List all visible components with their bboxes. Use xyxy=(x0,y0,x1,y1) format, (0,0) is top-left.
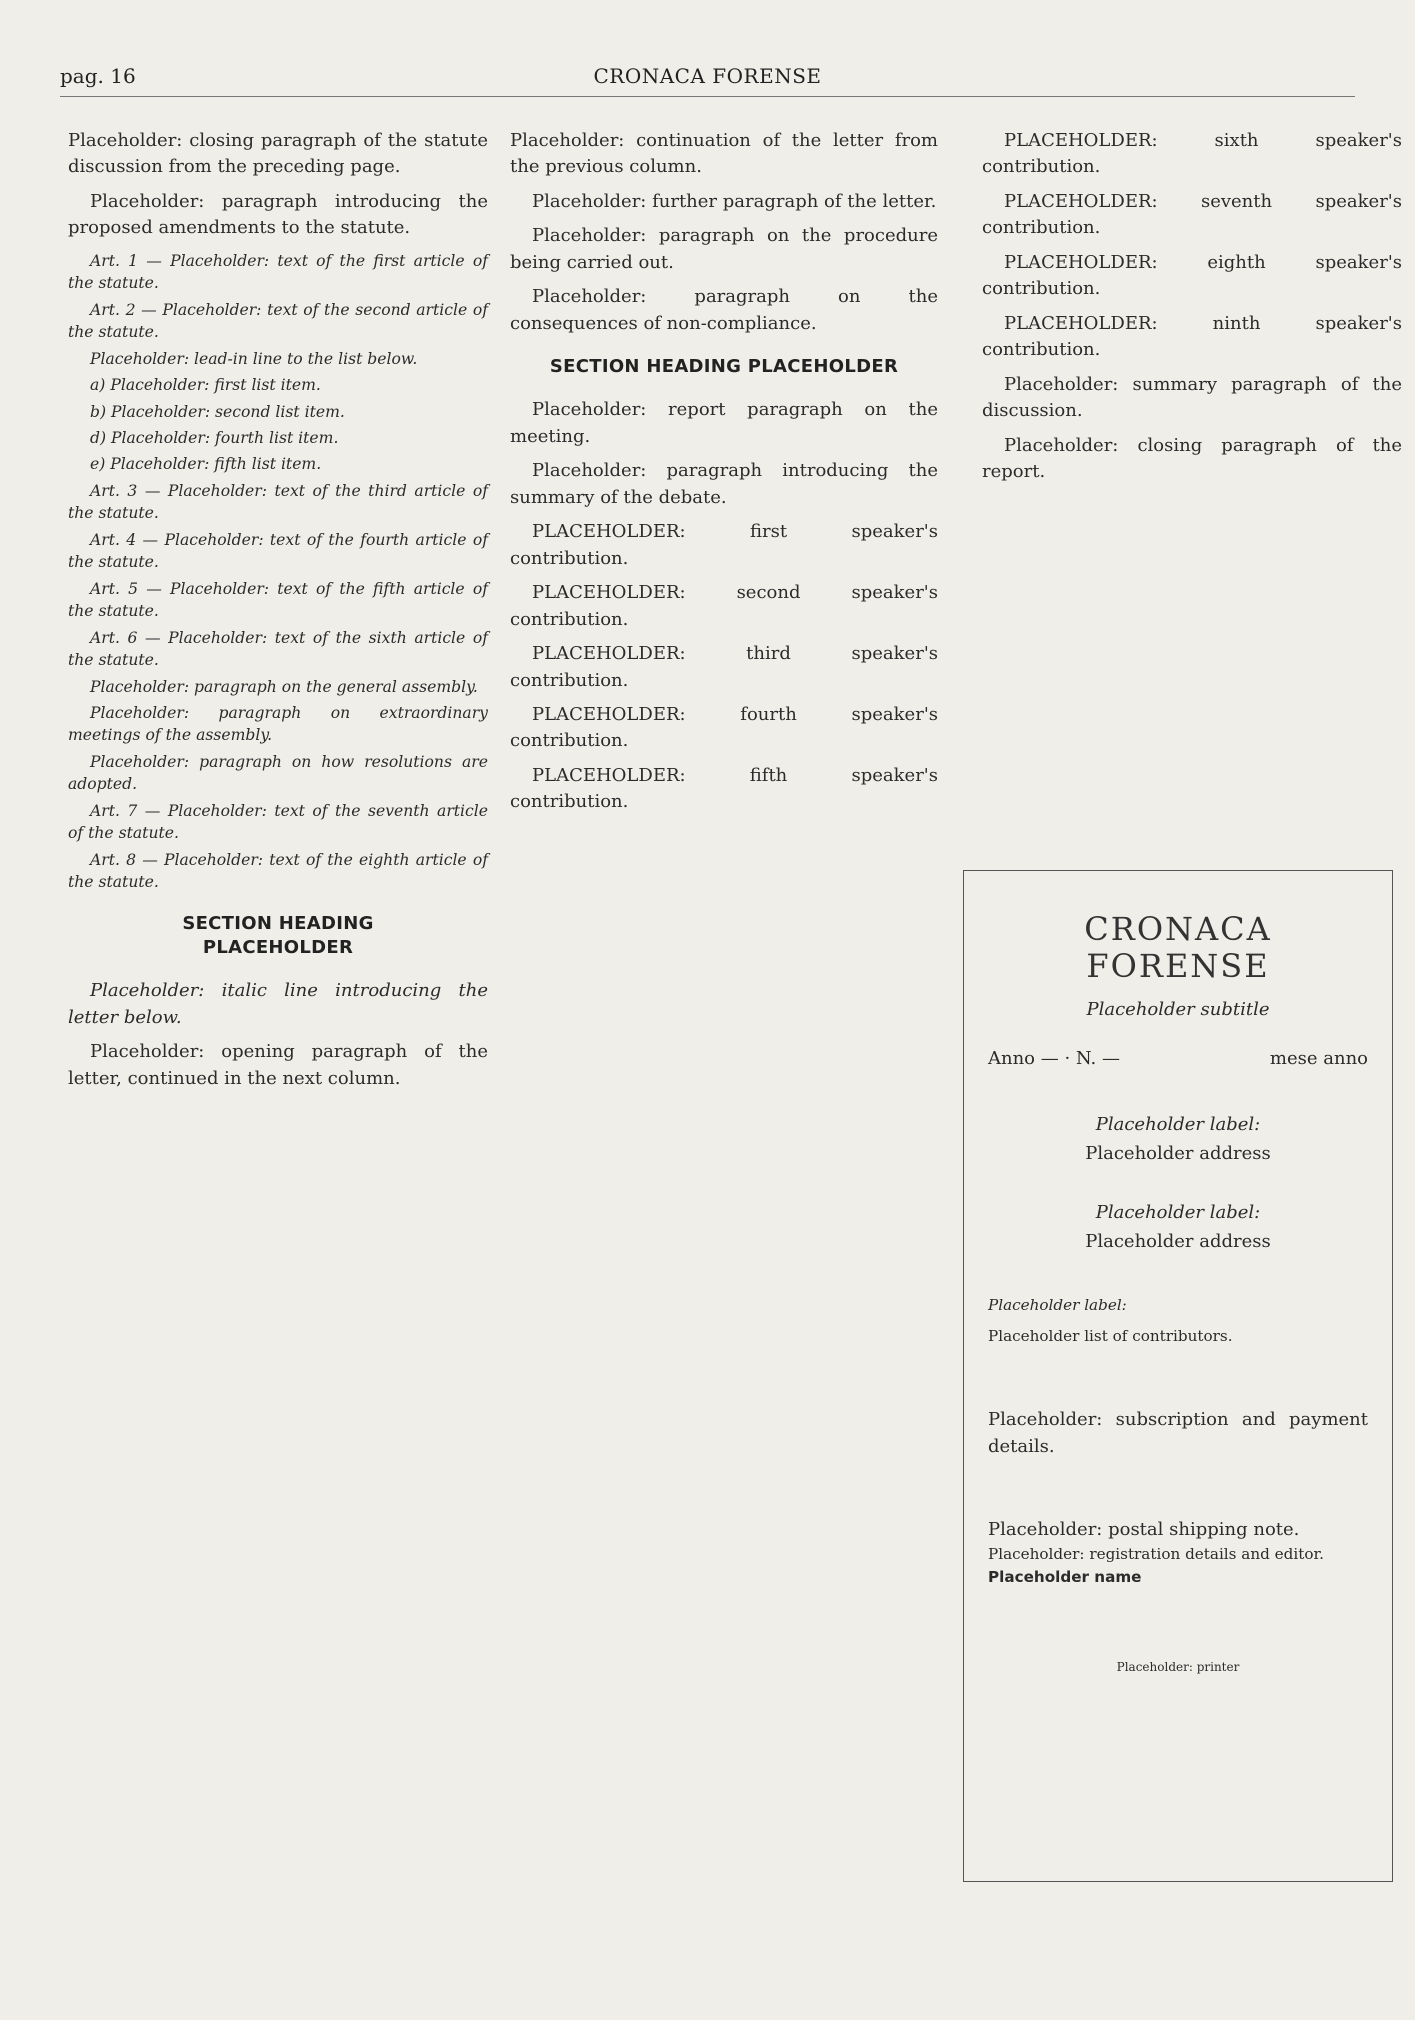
direzione-label: Placeholder label: xyxy=(1095,1113,1261,1135)
article-3: Art. 3 — Placeholder: text of the third article of the statute. xyxy=(68,481,488,523)
speaker-paragraph: PLACEHOLDER: sixth speaker's contribution. xyxy=(982,130,1402,178)
paragraph: Placeholder: paragraph on extraordinary meetings of the assembly. xyxy=(68,703,488,745)
letter-intro: Placeholder: italic line introducing the letter below. xyxy=(68,980,488,1028)
masthead-title-line2: FORENSE xyxy=(1086,946,1270,985)
article-6: Art. 6 — Placeholder: text of the sixth article of the statute. xyxy=(68,628,488,670)
column-middle xyxy=(510,128,938,824)
paragraph: Placeholder: further paragraph of the letter. xyxy=(532,190,937,212)
article-2: Art. 2 — Placeholder: text of the second article of the statute. xyxy=(68,300,488,342)
masthead-subtitle: Placeholder subtitle xyxy=(1086,998,1270,1020)
list-item-e: e) Placeholder: fifth list item. xyxy=(90,455,322,474)
issue-row xyxy=(988,1048,1368,1074)
paragraph: Placeholder: continuation of the letter from the previous column. xyxy=(510,130,938,178)
list-item-b: b) Placeholder: second list item. xyxy=(90,402,345,421)
section-heading-line1: SECTION HEADING xyxy=(182,912,374,934)
masthead-box xyxy=(963,870,1393,1882)
printer-credit: Placeholder: printer xyxy=(1116,1659,1240,1674)
speaker-paragraph: PLACEHOLDER: ninth speaker's contribution. xyxy=(982,312,1402,361)
issue-number: Anno — · N. — xyxy=(988,1047,1120,1069)
registration-info xyxy=(988,1543,1368,1590)
paragraph: Placeholder: closing paragraph of the report. xyxy=(982,434,1402,482)
paragraph: Placeholder: report paragraph on the meeting. xyxy=(510,399,938,447)
collaborators-label: Placeholder label: xyxy=(988,1295,1127,1314)
section-heading-line2: PLACEHOLDER xyxy=(202,936,354,958)
speaker-paragraph: PLACEHOLDER: first speaker's contribution. xyxy=(510,521,938,569)
column-right xyxy=(982,128,1402,493)
paragraph: Placeholder: paragraph introducing the proposed amendments to the statute. xyxy=(68,190,488,239)
article-5: Art. 5 — Placeholder: text of the fifth article of the statute. xyxy=(68,579,488,621)
list-item-d: d) Placeholder: fourth list item. xyxy=(90,428,339,447)
section-heading xyxy=(68,912,488,961)
paragraph: Placeholder: paragraph on the procedure being carried out. xyxy=(510,225,938,273)
issue-date: mese anno xyxy=(1269,1047,1368,1069)
subscription-info: Placeholder: subscription and payment details. xyxy=(988,1408,1368,1457)
speaker-paragraph: PLACEHOLDER: eighth speaker's contribution. xyxy=(982,251,1402,300)
paragraph: Placeholder: paragraph on the general assembly. xyxy=(90,677,478,696)
page-number: pag. 16 xyxy=(60,64,136,88)
registration-text: Placeholder: registration details and editor. xyxy=(988,1544,1324,1563)
speaker-paragraph: PLACEHOLDER: third speaker's contribution. xyxy=(510,643,938,691)
paragraph: Placeholder: paragraph on how resolutions are adopted. xyxy=(68,752,488,794)
speaker-paragraph: PLACEHOLDER: fifth speaker's contribution. xyxy=(510,764,938,813)
direzione-address: Placeholder address xyxy=(1085,1142,1271,1164)
article-1: Art. 1 — Placeholder: text of the first article of the statute. xyxy=(68,251,488,293)
running-title: CRONACA FORENSE xyxy=(593,64,822,88)
speaker-paragraph: PLACEHOLDER: second speaker's contribution. xyxy=(510,582,938,630)
section-heading: SECTION HEADING PLACEHOLDER xyxy=(549,356,899,378)
director-name: Placeholder name xyxy=(988,1568,1142,1587)
article-intro: Placeholder: lead-in line to the list below. xyxy=(90,349,418,368)
page-header xyxy=(60,62,1355,97)
article-8: Art. 8 — Placeholder: text of the eighth article of the statute. xyxy=(68,850,488,892)
paragraph: Placeholder: paragraph on the consequences of non-compliance. xyxy=(510,286,938,334)
article-7: Art. 7 — Placeholder: text of the seventh article of the statute. xyxy=(68,801,488,843)
article-4: Art. 4 — Placeholder: text of the fourth article of the statute. xyxy=(68,530,488,572)
collaborators-list: Placeholder list of contributors. xyxy=(988,1327,1233,1346)
paragraph: Placeholder: paragraph introducing the summary of the debate. xyxy=(510,460,938,508)
speaker-paragraph: PLACEHOLDER: fourth speaker's contribution. xyxy=(510,704,938,752)
amministrazione-address: Placeholder address xyxy=(1085,1230,1271,1252)
column-left xyxy=(68,128,488,1100)
paragraph: Placeholder: opening paragraph of the letter, continued in the next column. xyxy=(68,1041,488,1089)
amministrazione-label: Placeholder label: xyxy=(1095,1201,1261,1223)
masthead-title-line1: CRONACA xyxy=(1084,910,1272,948)
speaker-paragraph: PLACEHOLDER: seventh speaker's contribution. xyxy=(982,190,1402,239)
postal-shipping: Placeholder: postal shipping note. xyxy=(988,1518,1300,1540)
paragraph: Placeholder: summary paragraph of the discussion. xyxy=(982,373,1402,422)
paragraph: Placeholder: closing paragraph of the statute discussion from the preceding page. xyxy=(68,130,488,178)
list-item-a: a) Placeholder: first list item. xyxy=(90,376,321,395)
